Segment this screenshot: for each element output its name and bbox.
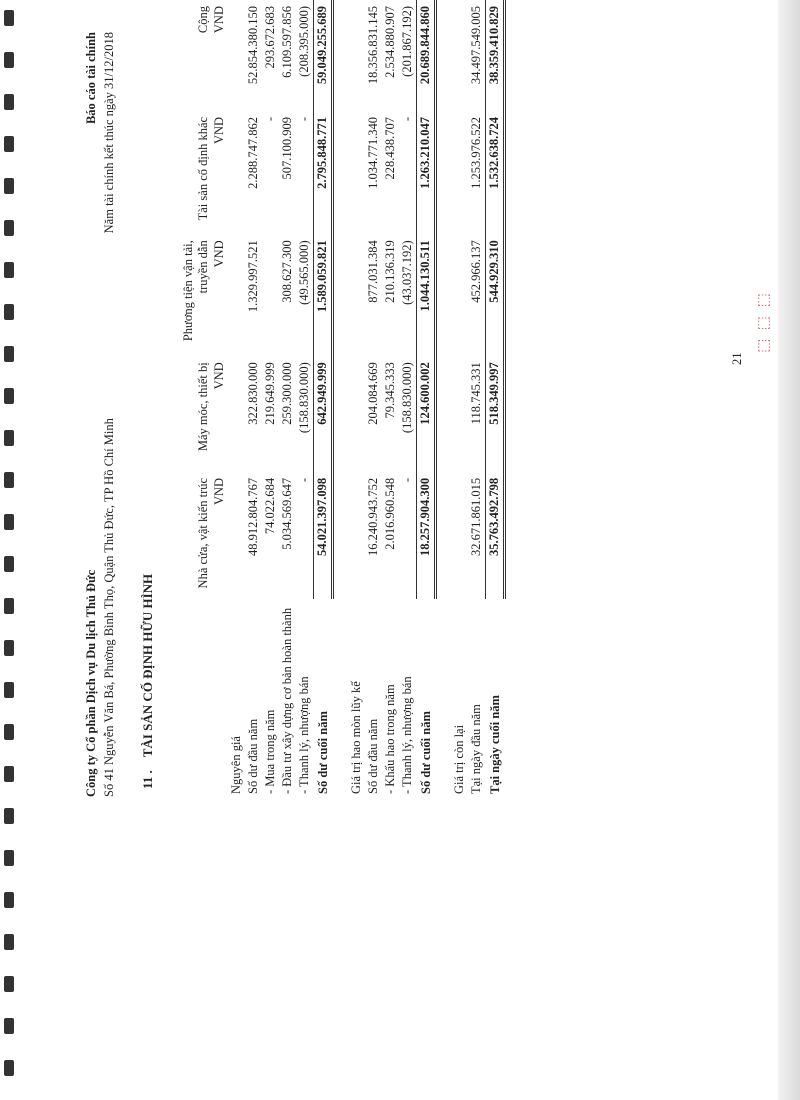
cell-value: (49.565.000) (297, 240, 311, 305)
cell-value: 124.600.002 (417, 356, 436, 472)
cell-value: 452.966.137 (469, 240, 483, 303)
col-header: Tài sản cố định khác (196, 116, 210, 221)
row-label: Số dư đầu năm (246, 718, 260, 794)
cell-value: 204.084.669 (366, 362, 380, 425)
red-stamp: ⬚ ⬚ ⬚ (755, 290, 773, 354)
col-header-line: truyền dẫn (196, 240, 210, 294)
cell-value: (43.037.192) (400, 240, 414, 305)
row-label (333, 599, 349, 794)
cell-value: 1.253.976.522 (469, 116, 483, 189)
report-header (82, 32, 118, 317)
cell-value: 54.021.397.098 (314, 472, 333, 599)
cell-value: 877.031.384 (366, 240, 380, 303)
cell-value: 38.359.410.829 (486, 0, 505, 111)
cell-value: 308.627.300 (280, 240, 294, 303)
cell-value: (158.830.000) (297, 362, 311, 434)
cell-value (451, 234, 468, 356)
cell-value: - (297, 477, 311, 483)
unit-label: VND (212, 6, 226, 34)
table-row (417, 0, 436, 794)
cell-value: 32.671.861.015 (469, 477, 483, 557)
cell-value: 16.240.943.752 (366, 477, 380, 557)
unit-label: VND (212, 362, 226, 390)
company-name: Công ty Cổ phần Dịch vụ Du lịch Thủ Đức (84, 569, 98, 797)
cell-value (348, 111, 365, 234)
cell-value: 1.044.130.511 (417, 234, 436, 356)
cell-value (333, 0, 349, 111)
cell-value: - (297, 116, 311, 122)
row-label: Tại ngày cuối năm (487, 695, 502, 794)
row-label: Số dư đầu năm (366, 718, 380, 794)
cell-value (436, 111, 452, 234)
cell-value: 52.854.380.150 (246, 6, 260, 85)
company-address: Số 41 Nguyễn Văn Bá, Phường Bình Thọ, Quận Thủ Đức, TP Hồ Chí Minh (102, 418, 116, 797)
cell-value: 228.438.707 (383, 116, 397, 180)
row-label: Giá trị hao mòn lũy kế (349, 681, 363, 794)
cell-value: 5.034.569.647 (280, 477, 294, 550)
unit-label: VND (212, 240, 226, 268)
cell-value (436, 0, 452, 111)
row-label: Số dư cuối năm (315, 711, 330, 794)
table-row (314, 0, 333, 794)
cell-value (451, 472, 468, 599)
row-label: Số dư cuối năm (418, 711, 433, 794)
cell-value (348, 0, 365, 111)
cell-value: 48.912.804.767 (246, 477, 260, 557)
cell-value (228, 234, 245, 356)
row-label (436, 599, 452, 794)
col-header: Máy móc, thiết bị (196, 362, 210, 452)
table-row (262, 0, 279, 794)
row-label: - Thanh lý, nhượng bán (297, 676, 312, 794)
cell-value: 2.534.880.907 (383, 6, 397, 78)
company-header (82, 418, 118, 797)
cell-value (348, 472, 365, 599)
cell-value (348, 234, 365, 356)
cell-value: 210.136.319 (383, 240, 397, 303)
cell-value: 1.589.059.821 (314, 234, 333, 356)
table-row (365, 0, 382, 794)
cell-value: 2.795.848.771 (314, 111, 333, 234)
cell-value: 18.257.904.300 (417, 472, 436, 599)
cell-value (228, 0, 245, 111)
col-header: Cộng (196, 6, 210, 34)
cell-value: 293.672.683 (263, 6, 277, 69)
cell-value (228, 356, 245, 472)
cell-value: 18.356.831.145 (366, 6, 380, 85)
row-label: Tại ngày đầu năm (469, 704, 484, 794)
unit-row (211, 0, 228, 794)
cell-value (228, 472, 245, 599)
cell-value (333, 472, 349, 599)
cell-value (451, 0, 468, 111)
cell-value: - (400, 477, 414, 483)
cell-value: 59.049.255.689 (314, 0, 333, 111)
cell-value (333, 234, 349, 356)
row-label: - Đầu tư xây dựng cơ bản hoàn thành (280, 607, 294, 794)
cell-value: 79.345.333 (383, 362, 397, 419)
cell-value: - (263, 116, 277, 122)
table-row (451, 0, 468, 794)
row-label: Giá trị còn lại (452, 724, 466, 794)
report-period: Năm tài chính kết thúc ngày 31/12/2018 (102, 32, 116, 234)
table-spacer-row (436, 0, 452, 794)
cell-value: - (400, 116, 414, 122)
cell-value (436, 356, 452, 472)
row-label: Nguyên giá (229, 736, 243, 794)
table-row (296, 0, 314, 794)
row-label: - Mua trong năm (263, 709, 277, 794)
cell-value (451, 356, 468, 472)
table-row (279, 0, 296, 794)
fixed-assets-table (175, 0, 506, 794)
section-number: 11 . (140, 770, 155, 789)
cell-value: 2.016.960.548 (383, 477, 397, 550)
unit-label: VND (212, 116, 226, 145)
row-label: - Thanh lý, nhượng bán (400, 676, 415, 794)
cell-value: 74.022.684 (263, 477, 277, 535)
col-header-line: Phương tiện vận tải, (181, 240, 195, 342)
page-number: 21 (730, 352, 744, 365)
report-title: Báo cáo tài chính (84, 32, 98, 125)
cell-value (436, 472, 452, 599)
cell-value: 34.497.549.005 (469, 6, 483, 85)
cell-value: 322.830.000 (246, 362, 260, 425)
table-row (348, 0, 365, 794)
cell-value: 2.288.747.862 (246, 116, 260, 189)
cell-value (436, 234, 452, 356)
col-header (175, 234, 211, 356)
cell-value (228, 111, 245, 234)
col-header: Nhà cửa, vật kiến trúc (196, 477, 210, 589)
cell-value: (201.867.192) (400, 6, 414, 77)
cell-value (262, 234, 279, 356)
cell-value (333, 356, 349, 472)
cell-value: 507.100.909 (280, 116, 294, 180)
header-blank (175, 599, 211, 794)
table-row (245, 0, 262, 794)
cell-value: 35.763.492.798 (486, 472, 505, 599)
table-row (468, 0, 486, 794)
cell-value: 1.532.638.724 (486, 111, 505, 234)
table-header-row (175, 0, 211, 794)
cell-value: 1.263.210.047 (417, 111, 436, 234)
section-title: TÀI SẢN CỐ ĐỊNH HỮU HÌNH (140, 573, 155, 758)
cell-value: 6.109.597.856 (280, 6, 294, 78)
row-label: - Khấu hao trong năm (383, 684, 397, 794)
section-heading (140, 574, 156, 789)
cell-value: 1.034.771.340 (366, 116, 380, 189)
cell-value: 219.649.999 (263, 362, 277, 425)
cell-value (333, 111, 349, 234)
cell-value: 1.329.997.521 (246, 240, 260, 313)
table-row (382, 0, 399, 794)
cell-value: 118.745.331 (469, 362, 483, 425)
cell-value: (158.830.000) (400, 362, 414, 434)
table-row (399, 0, 417, 794)
table-row (228, 0, 245, 794)
cell-value (451, 111, 468, 234)
cell-value: 20.689.844.860 (417, 0, 436, 111)
table-body (228, 0, 505, 794)
cell-value: 642.949.999 (314, 356, 333, 472)
table-row (486, 0, 505, 794)
cell-value: (208.395.000) (297, 6, 311, 77)
table-spacer-row (333, 0, 349, 794)
cell-value: 259.300.000 (280, 362, 294, 425)
cell-value (348, 356, 365, 472)
cell-value: 518.349.997 (486, 356, 505, 472)
unit-label: VND (212, 477, 226, 505)
unit-blank (211, 599, 228, 794)
cell-value: 544.929.310 (486, 234, 505, 356)
